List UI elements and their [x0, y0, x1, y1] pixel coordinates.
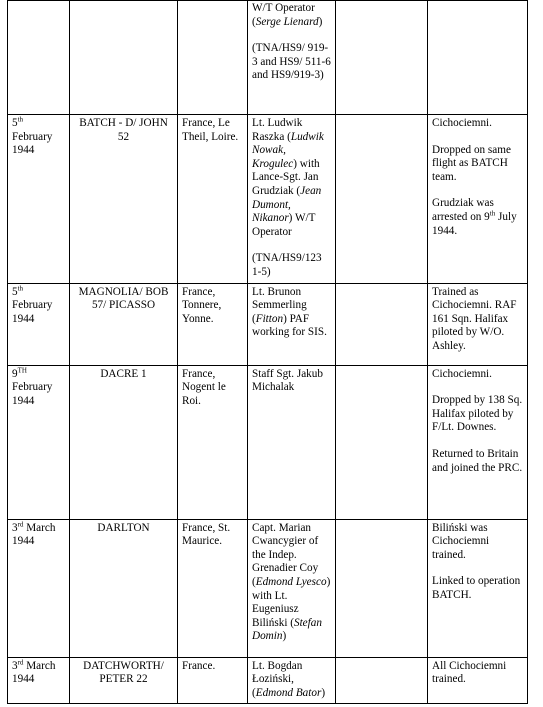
- extra-cell: [336, 115, 428, 284]
- notes-cell: [428, 1, 528, 115]
- table-row: [8, 519, 528, 657]
- personnel-text: Lt. Brunon Semmerling (Fitton) PAF working for SIS.: [252, 285, 327, 339]
- source-reference: (TNA/HS9/ 919-3 and HS9/ 511-6 and HS9/919-3): [252, 42, 331, 82]
- date-cell: 9TH February 1944: [8, 365, 70, 519]
- note-text: Cichociemni.: [432, 117, 492, 129]
- notes-cell: [428, 115, 528, 284]
- personnel-cell: [248, 519, 336, 657]
- location-cell: France, Tonnere, Yonne.: [178, 283, 248, 365]
- table-row: [8, 283, 528, 365]
- note-text: Dropped on same flight as BATCH team.: [432, 143, 511, 183]
- personnel-text: Capt. Marian Cwancygier of the Indep. Grenadier Coy (Edmond Lyesco) with Lt. Eugeniusz Biliński (Stefan Domin): [252, 521, 331, 643]
- notes-cell: [428, 519, 528, 657]
- operation-cell: MAGNOLIA/ BOB 57/ PICASSO: [70, 283, 178, 365]
- note-text: Returned to Britain and joined the PRC.: [432, 447, 523, 474]
- extra-cell: [336, 365, 428, 519]
- date-cell: 3rd March 1944: [8, 657, 70, 704]
- note-text: Cichociemni.: [432, 367, 492, 380]
- table-row: [8, 365, 528, 519]
- location-cell: France, Le Theil, Loire.: [178, 115, 248, 284]
- operation-cell: [70, 1, 178, 115]
- note-text: Biliński was Cichociemni trained.: [432, 521, 490, 561]
- personnel-cell: [248, 657, 336, 704]
- extra-cell: [336, 657, 428, 704]
- table-row: [8, 1, 528, 115]
- location-cell: France, St. Maurice.: [178, 519, 248, 657]
- location-cell: France.: [178, 657, 248, 704]
- personnel-cell: [248, 1, 336, 115]
- operations-table: [7, 0, 528, 704]
- notes-cell: [428, 283, 528, 365]
- note-text: Dropped by 138 Sq. Halifax piloted by F/Lt. Downes.: [432, 394, 523, 434]
- date-cell: 5th February 1944: [8, 283, 70, 365]
- table-row: [8, 115, 528, 284]
- operation-cell: BATCH - D/ JOHN 52: [70, 115, 178, 284]
- personnel-text: Staff Sgt. Jakub Michalak: [252, 367, 323, 394]
- location-cell: France, Nogent le Roi.: [178, 365, 248, 519]
- note-text: Linked to operation BATCH.: [432, 575, 521, 601]
- personnel-cell: [248, 115, 336, 284]
- note-text: Trained as Cichociemni. RAF 161 Sqn. Halifax piloted by W/O. Ashley.: [432, 285, 517, 352]
- source-reference: (TNA/HS9/123 1-5): [252, 252, 322, 278]
- operation-cell: DACRE 1: [70, 365, 178, 519]
- date-cell: 5th February 1944: [8, 115, 70, 284]
- operation-cell: DARLTON: [70, 519, 178, 657]
- personnel-text: Lt. Bogdan Łoziński, (Edmond Bator): [252, 659, 326, 699]
- extra-cell: [336, 283, 428, 365]
- location-cell: [178, 1, 248, 115]
- operation-cell: DATCHWORTH/ PETER 22: [70, 657, 178, 704]
- extra-cell: [336, 519, 428, 657]
- note-text: All Cichociemni trained.: [432, 659, 507, 686]
- notes-cell: [428, 365, 528, 519]
- personnel-text: Lt. Ludwik Raszka (Ludwik Nowak, Krogulec) with Lance-Sgt. Jan Grudziak (Jean Dumont, Nikanor) W/T Operator: [252, 117, 324, 238]
- note-text: Grudziak was arrested on 9th July 1944.: [432, 197, 517, 237]
- personnel-text: W/T Operator (Serge Lienard): [252, 2, 323, 28]
- personnel-cell: [248, 283, 336, 365]
- personnel-cell: [248, 365, 336, 519]
- notes-cell: [428, 657, 528, 704]
- extra-cell: [336, 1, 428, 115]
- table-row: [8, 657, 528, 704]
- date-cell: 3rd March 1944: [8, 519, 70, 657]
- date-cell: [8, 1, 70, 115]
